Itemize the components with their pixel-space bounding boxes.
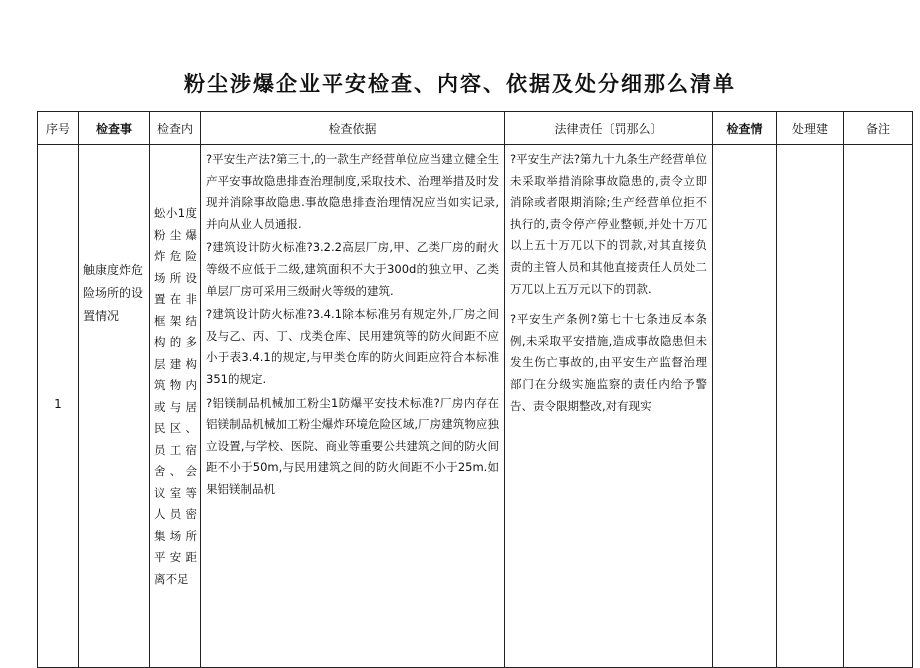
inspection-cell (713, 145, 777, 668)
remarks-cell (844, 145, 913, 668)
liability-paragraph: ?平安生产条例?第七十七条违反本条例,未采取平安措施,造成事故隐患但未发生伤亡事故的,由平安生产监督治理部门在分级实施监察的责任内给予警告、责令限期整改,对有现实 (510, 312, 707, 413)
check-basis-cell (201, 145, 505, 668)
header-remarks: 备注 (844, 112, 913, 145)
header-index: 序号 (38, 112, 79, 145)
header-handling: 处理建 (777, 112, 844, 145)
table-row (38, 145, 913, 668)
row-index-cell (38, 145, 79, 668)
check-item-text: 触康度炸危险场所的设置情况 (83, 263, 144, 323)
check-item-cell (79, 145, 150, 668)
header-content: 检查内 (150, 112, 201, 145)
liability-paragraph: ?平安生产法?第九十九条生产经营单位未采取举措消除事故隐患的,责令立即消除或者限期消除;生产经营单位拒不执行的,责令停产停业整顿,并处十万兀以上五十万兀以下的罚款,对其直接负责的主管人员和其他直接责任人员处二万兀以上五万元以下的罚款. (510, 152, 707, 296)
basis-paragraph: ?平安生产法?第三十,的一款生产经营单位应当建立健全生产平安事故隐患排查治理制度,采取技术、治理举措及时发现并消除事故隐患.事故隐患排查治理情况应当如实记录,并向从业人员通报. (206, 152, 499, 231)
check-content-cell (150, 145, 201, 668)
header-item: 检查事 (79, 112, 150, 145)
liability-cell (505, 145, 713, 668)
header-basis: 检查依据 (201, 112, 505, 145)
basis-paragraph: ?铝镁制品机械加工粉尘1防爆平安技术标准?厂房内存在铝镁制品机械加工粉尘爆炸环境危险区域,厂房建筑物应独立设置,与学校、医院、商业等重要公共建筑之间的防火间距不小于50m,与民用建筑之间的防火间距不小于25m.如果铝镁制品机 (206, 395, 499, 496)
header-row (38, 112, 913, 145)
check-content-text: 蚣小1度粉尘爆炸危险场所设置在非框架结构的多层建构筑物内或与居民区、员工宿舍、会议室等人员密集场所平安距离不足 (154, 206, 197, 586)
header-liability: 法律责任〔罚那么〕 (505, 112, 713, 145)
handling-cell (777, 145, 844, 668)
basis-paragraph: ?建筑设计防火标准?3.4.1除本标准另有规定外,厂房之间及与乙、丙、丁、戊类仓库、民用建筑等的防火间距不应小于表3.4.1的规定,与甲类仓库的防火间距应符合本标准351的规定. (206, 307, 499, 386)
document-title: 粉尘涉爆企业平安检查、内容、依据及处分细那么清单 (184, 72, 736, 96)
header-inspection: 检查情 (713, 112, 777, 145)
basis-paragraph: ?建筑设计防火标准?3.2.2高层厂房,甲、乙类厂房的耐火等级不应低于二级,建筑面积不大于300d的独立甲、乙类单层厂房可采用三级耐火等级的建筑. (206, 240, 499, 298)
inspection-table (37, 111, 913, 668)
row-index: 1 (54, 397, 62, 411)
